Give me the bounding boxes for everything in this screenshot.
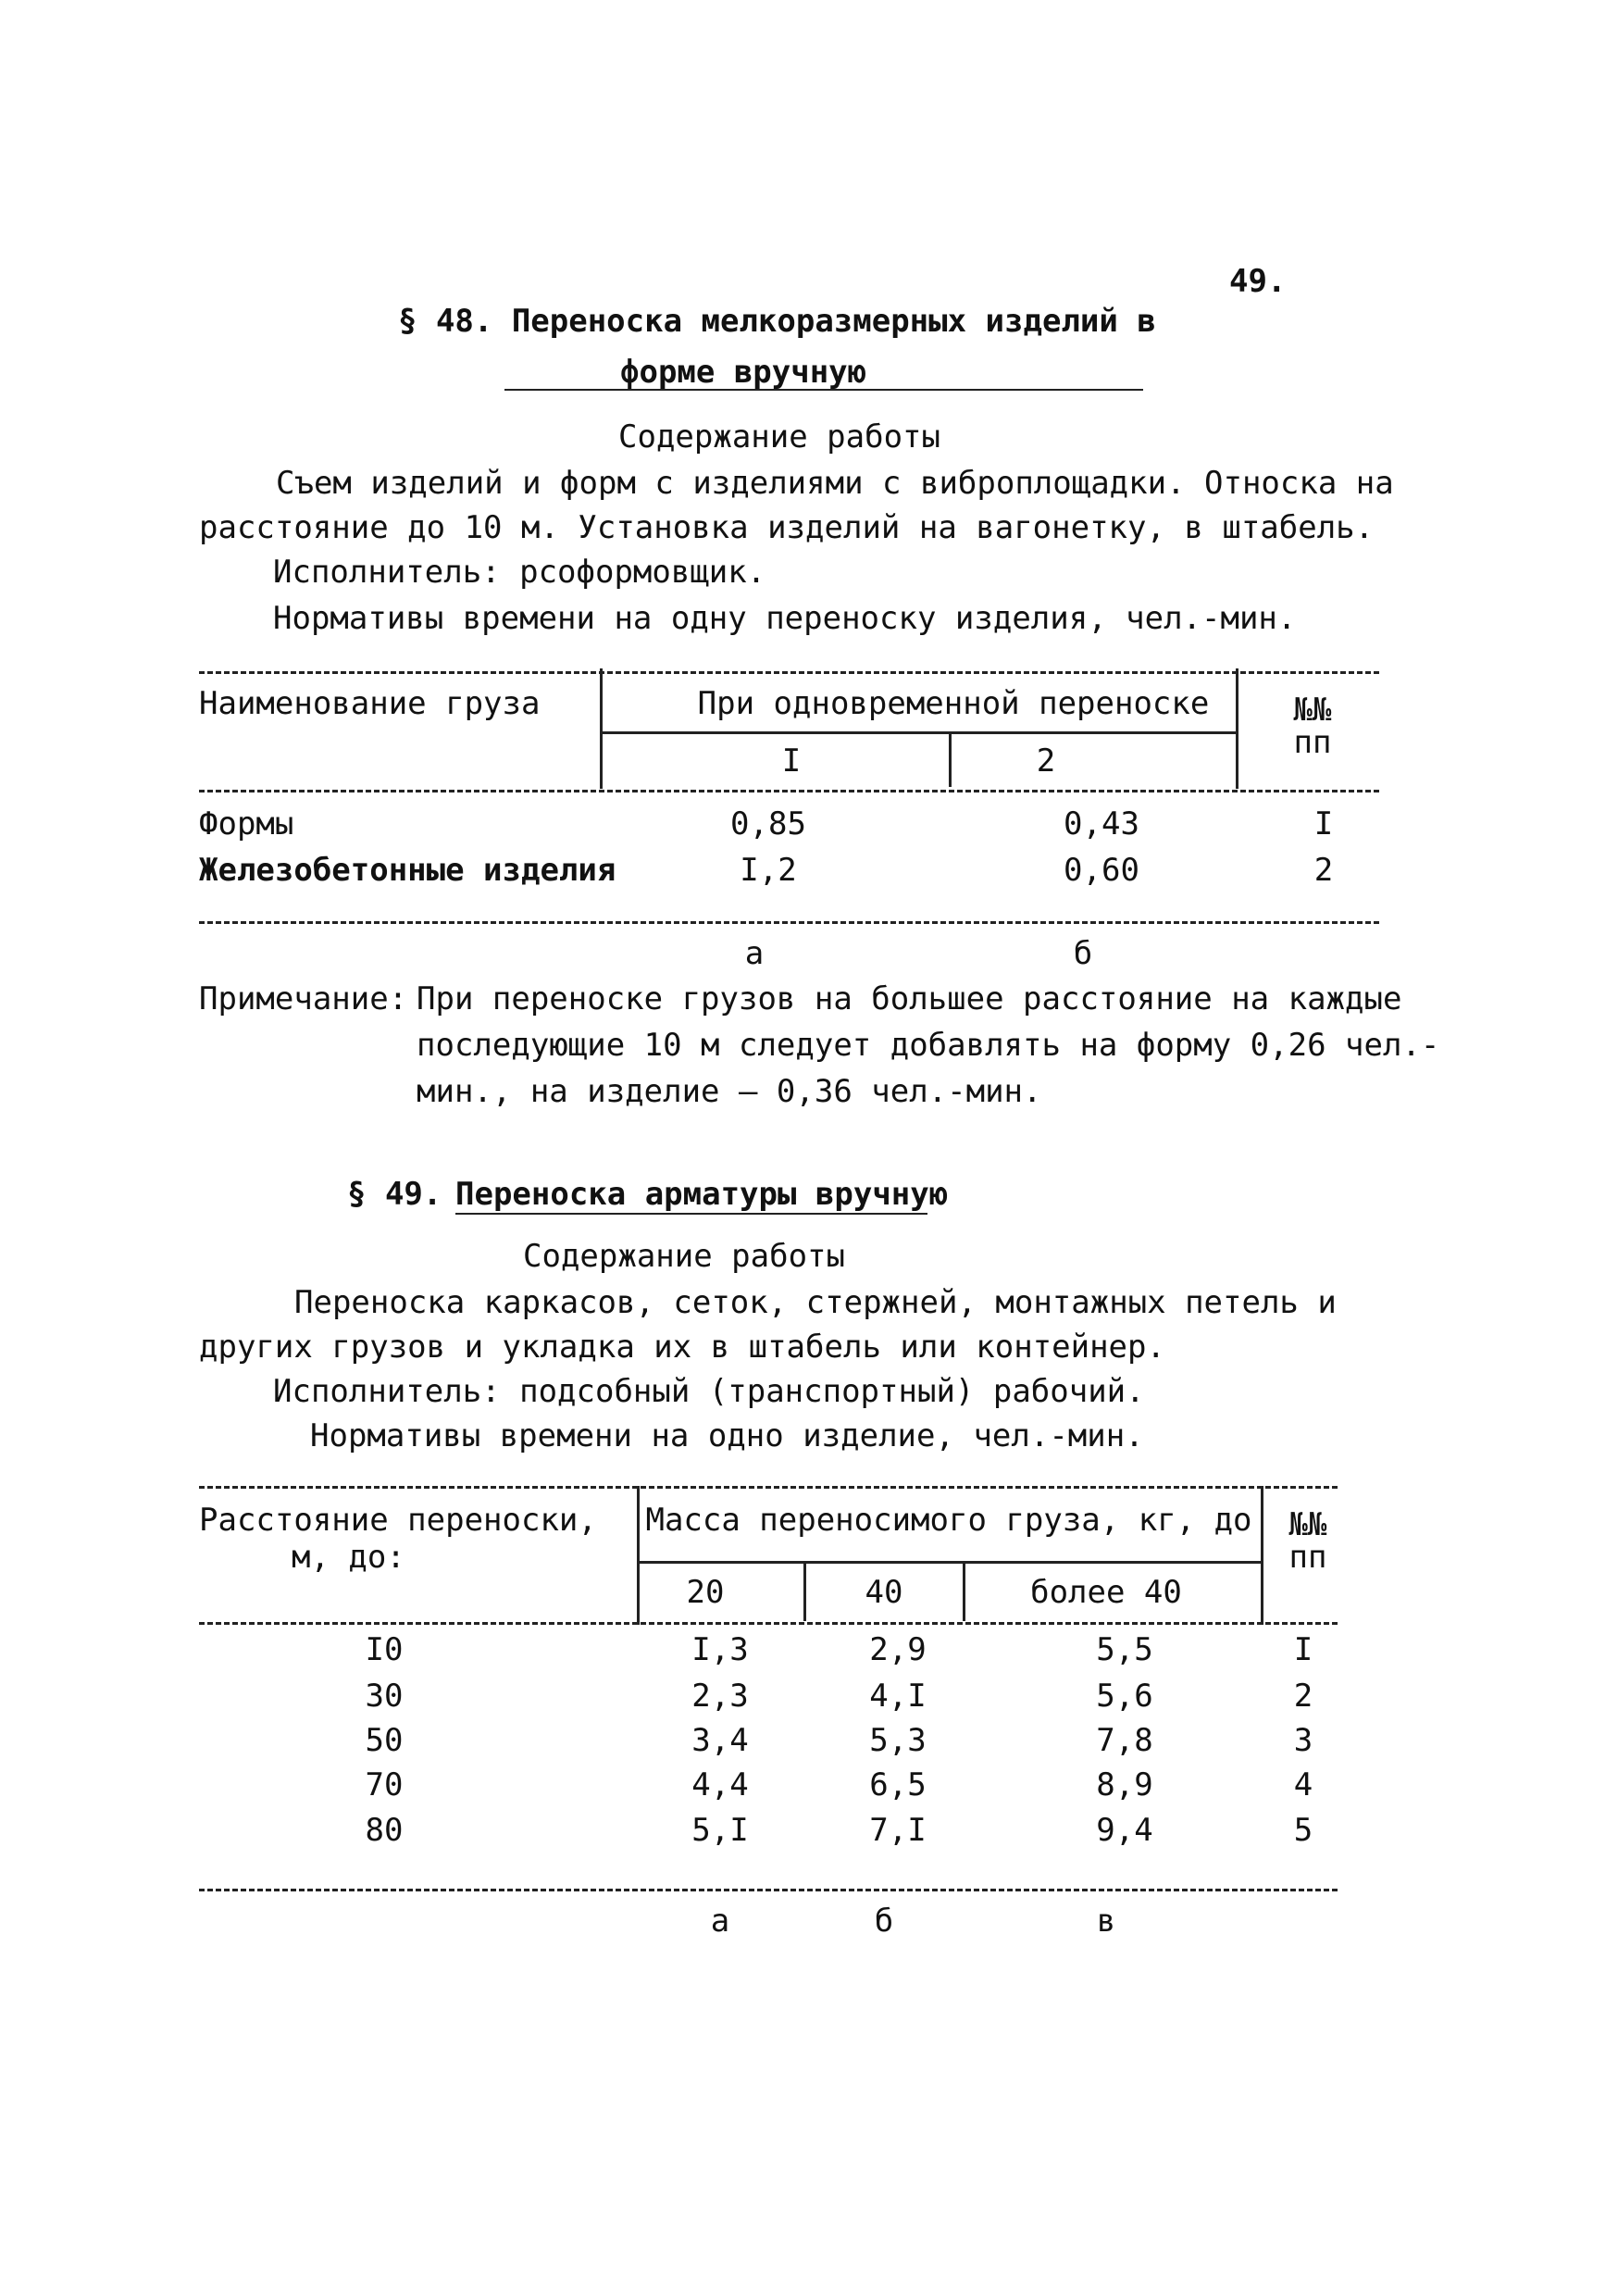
table-49-bottom-rule: [199, 1889, 1338, 1891]
table-49-row1-dist: I0: [365, 1631, 404, 1668]
table-49-header-rule: [199, 1622, 1338, 1625]
table-49-row1-v2: 2,9: [869, 1631, 927, 1668]
section-48-title-cont: форме вручную: [620, 354, 867, 391]
table-48-num-header: №№: [1293, 692, 1332, 729]
table-49-row5-v3: 9,4: [1096, 1812, 1153, 1849]
table-49-subheader-2: 40: [865, 1574, 903, 1611]
table-49-subheader-3: более 40: [1030, 1574, 1182, 1611]
table-48-col-letter-b: б: [1073, 935, 1093, 972]
table-48-row1-num: I: [1313, 805, 1334, 842]
table-48-subheader-1: I: [781, 742, 802, 780]
section-48-title-underline: [504, 389, 1143, 391]
table-48-row2-name: Железобетонные изделия: [199, 852, 616, 889]
table-49-top-rule: [199, 1486, 1338, 1489]
table-49-row3-num: 3: [1293, 1722, 1313, 1759]
table-48-group-header: При одновременной переноске: [697, 685, 1210, 722]
table-48-header-name: Наименование груза: [199, 685, 541, 722]
table-49-col-letter-b: б: [874, 1903, 894, 1940]
table-49-row1-v1: I,3: [691, 1631, 749, 1668]
table-49-row4-v2: 6,5: [869, 1766, 927, 1803]
section-48-content-heading: Содержание работы: [618, 418, 940, 455]
section-49-title-underline: [455, 1213, 927, 1215]
table-49-row3-v3: 7,8: [1096, 1722, 1153, 1759]
table-49-group-rule: [639, 1561, 1261, 1564]
note-line1: При переноске грузов на большее расстояние на каждые: [417, 980, 1402, 1017]
table-49-group-right: [1261, 1486, 1263, 1625]
table-49-row5-num: 5: [1293, 1812, 1313, 1849]
table-48-row2-v1: I,2: [740, 852, 797, 889]
table-49-subheader-1: 20: [686, 1574, 725, 1611]
table-49-num-header-2: пп: [1288, 1539, 1327, 1576]
table-49-row2-num: 2: [1293, 1678, 1313, 1715]
section-48-executor: Исполнитель: рсоформовщик.: [273, 554, 766, 591]
table-49-row5-dist: 80: [365, 1812, 404, 1849]
note-line2: последующие 10 м следует добавлять на форму 0,26 чел.-: [417, 1027, 1440, 1064]
note-line3: мин., на изделие – 0,36 чел.-мин.: [417, 1073, 1042, 1110]
section-48-norms: Нормативы времени на одну переноску изделия, чел.-мин.: [273, 600, 1297, 637]
table-49-row4-v1: 4,4: [691, 1766, 749, 1803]
table-49-row3-dist: 50: [365, 1722, 404, 1759]
section-49-content-line2: других грузов и укладка их в штабель или контейнер.: [199, 1329, 1165, 1366]
table-49-row2-v3: 5,6: [1096, 1678, 1153, 1715]
table-48-group-rule: [602, 731, 1236, 734]
section-48-title: § 48. Переноска мелкоразмерных изделий в: [398, 303, 1156, 340]
section-49-content-heading: Содержание работы: [523, 1238, 845, 1275]
page-number: 49.: [1229, 263, 1287, 300]
table-49-num-header: №№: [1288, 1506, 1327, 1543]
section-49-title: Переноска арматуры вручную: [455, 1176, 949, 1213]
section-49-prefix: § 49.: [347, 1176, 442, 1213]
table-48-subheader-2: 2: [1036, 742, 1056, 780]
table-49-row4-dist: 70: [365, 1766, 404, 1803]
table-49-row2-v1: 2,3: [691, 1678, 749, 1715]
table-49-group-left: [637, 1486, 640, 1625]
table-48-top-rule: [199, 671, 1379, 674]
table-48-row1-v1: 0,85: [730, 805, 806, 842]
table-49-row2-dist: 30: [365, 1678, 404, 1715]
table-49-col-letter-a: а: [710, 1903, 730, 1940]
table-49-row5-v1: 5,I: [691, 1812, 749, 1849]
table-49-sub-divider-2: [963, 1561, 965, 1621]
table-49-row3-v1: 3,4: [691, 1722, 749, 1759]
table-48-row2-v2: 0,60: [1064, 852, 1139, 889]
table-48-row2-num: 2: [1313, 852, 1334, 889]
table-48-row1-name: Формы: [199, 805, 294, 842]
section-49-executor: Исполнитель: подсобный (транспортный) рабочий.: [273, 1373, 1145, 1410]
table-48-bottom-rule: [199, 921, 1379, 924]
table-49-row4-num: 4: [1293, 1766, 1313, 1803]
table-48-col-letter-a: а: [744, 935, 765, 972]
section-49-norms: Нормативы времени на одно изделие, чел.-мин.: [310, 1417, 1144, 1454]
table-49-group-header: Масса переносимого груза, кг, до: [645, 1502, 1252, 1539]
table-49-sub-divider-1: [803, 1561, 806, 1621]
table-48-sub-divider: [949, 731, 952, 787]
table-49-row5-v2: 7,I: [869, 1812, 927, 1849]
table-48-header-rule: [199, 790, 1379, 792]
table-49-row4-v3: 8,9: [1096, 1766, 1153, 1803]
table-49-row3-v2: 5,3: [869, 1722, 927, 1759]
table-49-col-letter-v: в: [1096, 1903, 1116, 1940]
note-label: Примечание:: [199, 980, 408, 1017]
section-48-content-line1: Съем изделий и форм с изделиями с виброплощадки. Относка на: [276, 465, 1394, 502]
table-49-row2-v2: 4,I: [869, 1678, 927, 1715]
table-48-group-right: [1236, 668, 1238, 789]
table-49-header-name: Расстояние переноски,: [199, 1502, 597, 1539]
table-48-group-left: [600, 668, 603, 789]
table-49-header-name-2: м, до:: [292, 1539, 405, 1576]
section-48-content-line2: расстояние до 10 м. Установка изделий на вагонетку, в штабель.: [199, 509, 1375, 546]
table-48-row1-v2: 0,43: [1064, 805, 1139, 842]
table-48-num-header-2: пп: [1293, 724, 1332, 761]
table-49-row1-num: I: [1293, 1631, 1313, 1668]
table-49-row1-v3: 5,5: [1096, 1631, 1153, 1668]
section-49-content-line1: Переноска каркасов, сеток, стержней, монтажных петель и: [294, 1284, 1337, 1321]
